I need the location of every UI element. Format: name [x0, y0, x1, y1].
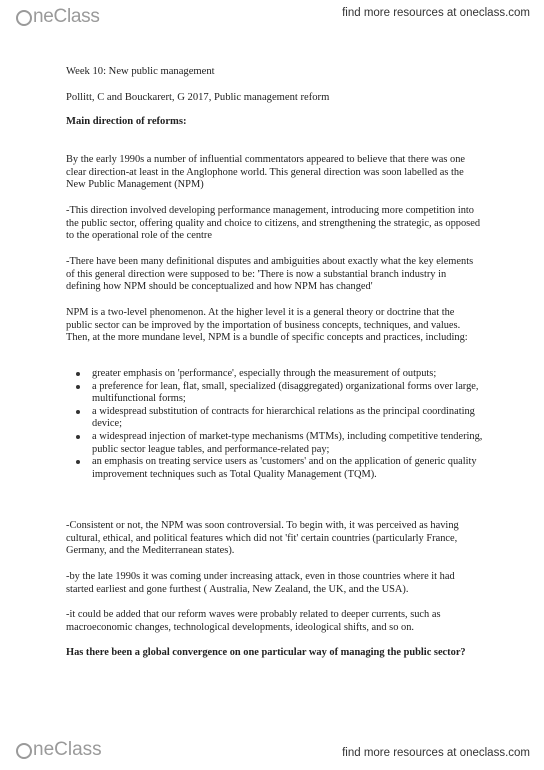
- find-resources-link[interactable]: find more resources at oneclass.com: [342, 7, 530, 19]
- list-item: a widespread substitution of contracts for hierarchical relations as the principal coordinating device;: [66, 406, 486, 431]
- paragraph-4: NPM is a two-level phenomenon. At the higher level it is a general theory or doctrine that the public sector can be improved by the importation of business concepts, techniques, and values. Then, at the more mundane level, NPM is a bundle of specific concepts and practices, including:: [66, 307, 468, 344]
- npm-practices-list: [66, 368, 486, 481]
- paragraph-2: -This direction involved developing performance management, introducing more competition into the public sector, offering quality and choice to citizens, and strengthening the strategic, as opposed to the operational role of the centre: [66, 205, 481, 242]
- footer-logo-text: neClass: [33, 739, 102, 760]
- list-item: greater emphasis on 'performance', especially through the measurement of outputs;: [66, 368, 486, 381]
- paragraph-5: -Consistent or not, the NPM was soon controversial. To begin with, it was perceived as having cultural, ethical, and political features which did not 'fit' certain countries (particularly France, Germany, and the Mediterranean states).: [66, 520, 459, 557]
- list-item: an emphasis on treating service users as 'customers' and on the application of generic quality improvement techniques such as Total Quality Management (TQM).: [66, 456, 486, 481]
- page-header: [0, 0, 544, 30]
- reference-line: Pollitt, C and Bouckarert, G 2017, Public management reform: [66, 92, 330, 103]
- week-title: Week 10: New public management: [66, 66, 215, 77]
- paragraph-3: -There have been many definitional disputes and ambiguities about exactly what the key elements of this general direction were supposed to be: 'There is now a substantial branch industry in defining how NPM should be conceptualized and how NPM has changed': [66, 256, 474, 293]
- paragraph-7: -it could be added that our reform waves were probably related to deeper currents, such as macroeconomic changes, technological developments, ideological shifts, and so on.: [66, 609, 441, 633]
- list-item: a widespread injection of market-type mechanisms (MTMs), including competitive tendering, public sector league tables, and performance-related pay;: [66, 431, 486, 456]
- footer-oneclass-logo[interactable]: [16, 739, 102, 761]
- footer-find-resources-link[interactable]: find more resources at oneclass.com: [342, 747, 530, 759]
- logo-o-icon: [16, 10, 32, 26]
- list-item: a preference for lean, flat, small, specialized (disaggregated) organizational forms over large, multifunctional forms;: [66, 381, 486, 406]
- section-heading: Main direction of reforms:: [66, 116, 187, 127]
- logo-text: neClass: [33, 6, 100, 27]
- logo-o-icon: [16, 743, 32, 759]
- closing-question: Has there been a global convergence on one particular way of managing the public sector?: [66, 647, 466, 658]
- paragraph-1: By the early 1990s a number of influential commentators appeared to believe that there was one clear direction-at least in the Anglophone world. This general direction was soon labelled as the New Public Management (NPM): [66, 154, 466, 191]
- oneclass-logo[interactable]: [16, 6, 100, 28]
- paragraph-6: -by the late 1990s it was coming under increasing attack, even in those countries where it had started earliest and gone furthest ( Australia, New Zealand, the UK, and the USA).: [66, 571, 455, 595]
